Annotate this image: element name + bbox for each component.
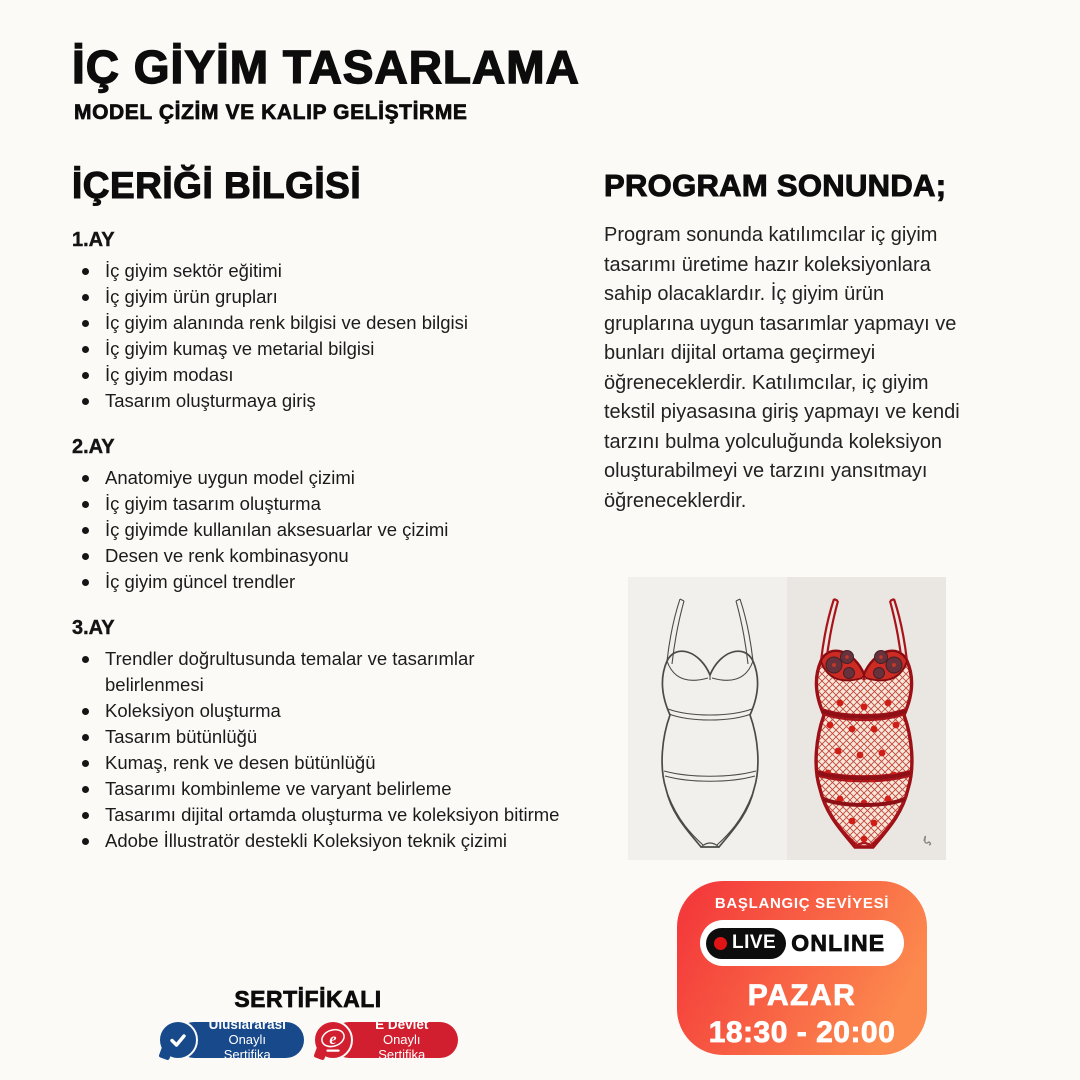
section-items: [72, 258, 592, 414]
list-item: İç giyim kumaş ve metarial bilgisi: [72, 336, 564, 362]
list-item: Adobe İllustratör destekli Koleksiyon teknik çizimi: [72, 828, 564, 854]
list-item: İç giyim sektör eğitimi: [72, 258, 564, 284]
content-heading: İÇERİĞİ BİLGİSİ: [72, 165, 362, 206]
badge-edevlet: [313, 1017, 459, 1062]
lingerie-sketch-image: [628, 577, 946, 860]
live-online-pill: [700, 920, 904, 966]
list-item: İç giyim tasarım oluşturma: [72, 491, 564, 517]
schedule-card: [677, 881, 927, 1055]
page-title: İÇ GİYİM TASARLAMA: [72, 41, 580, 93]
section-items: [72, 646, 592, 854]
content-column: [72, 165, 592, 854]
section-items: [72, 465, 592, 595]
list-item: İç giyim alanında renk bilgisi ve desen bilgisi: [72, 310, 564, 336]
list-item: Desen ve renk kombinasyonu: [72, 543, 564, 569]
certification-badges: [158, 1017, 458, 1062]
section-label: 1.AY: [72, 229, 115, 251]
badge-title: E Devlet: [375, 1017, 429, 1033]
live-label: LIVE: [732, 932, 777, 953]
badge-international: [158, 1017, 304, 1062]
list-item: Kumaş, renk ve desen bütünlüğü: [72, 750, 564, 776]
content-section: [72, 229, 592, 414]
list-item: Tasarımı kombinleme ve varyant belirleme: [72, 776, 564, 802]
lingerie-sketch-svg: [628, 577, 946, 860]
page-subtitle: MODEL ÇİZİM VE KALIP GELİŞTİRME: [74, 101, 468, 124]
program-heading: PROGRAM SONUNDA;: [604, 168, 947, 203]
program-paragraph: Program sonunda katılımcılar iç giyim tasarımı üretime hazır koleksiyonlara sahip olacaklardır. İç giyim ürün gruplarına uygun tasarımlar yapmayı ve bunları dijital ortama geçirmeyi öğreneceklerdir. Katılımcılar, iç giyim tekstil piyasasına giriş yapmayı ve kendi tarzını bulma yolculuğunda koleksiyon oluşturabilmeyi ve tarzını yansıtmayı öğreneceklerdir.: [604, 224, 960, 512]
list-item: İç giyim modası: [72, 362, 564, 388]
svg-text:e: e: [328, 1030, 337, 1048]
list-item: Tasarımı dijital ortamda oluşturma ve koleksiyon bitirme: [72, 802, 564, 828]
certification-heading: SERTİFİKALI: [234, 986, 382, 1012]
schedule-time: 18:30 - 20:00: [708, 1016, 896, 1049]
list-item: Tasarım bütünlüğü: [72, 724, 564, 750]
section-label: 2.AY: [72, 436, 115, 458]
content-sections: [72, 229, 592, 854]
e-devlet-logo-icon: [313, 1020, 353, 1060]
list-item: Anatomiye uygun model çizimi: [72, 465, 564, 491]
list-item: Tasarım oluşturmaya giriş: [72, 388, 564, 414]
list-item: İç giyim güncel trendler: [72, 569, 564, 595]
online-label: ONLINE: [791, 929, 886, 956]
list-item: Koleksiyon oluşturma: [72, 698, 564, 724]
record-dot-icon: [714, 937, 727, 950]
level-badge: BAŞLANGIÇ SEVİYESİ: [714, 895, 890, 912]
live-pill: [706, 928, 786, 959]
badge-subtitle: Onaylı Sertifika: [223, 1031, 271, 1062]
program-column: [604, 168, 982, 516]
content-section: [72, 617, 592, 854]
list-item: İç giyimde kullanılan aksesuarlar ve çizimi: [72, 517, 564, 543]
content-section: [72, 436, 592, 595]
check-icon: [158, 1020, 198, 1060]
schedule-day: PAZAR: [747, 979, 857, 1012]
list-item: Trendler doğrultusunda temalar ve tasarımlar belirlenmesi: [72, 646, 564, 698]
list-item: İç giyim ürün grupları: [72, 284, 564, 310]
section-label: 3.AY: [72, 617, 115, 639]
certification-block: [158, 986, 458, 1060]
badge-subtitle: Onaylı Sertifika: [378, 1031, 426, 1062]
badge-title: Uluslararası: [208, 1017, 286, 1033]
